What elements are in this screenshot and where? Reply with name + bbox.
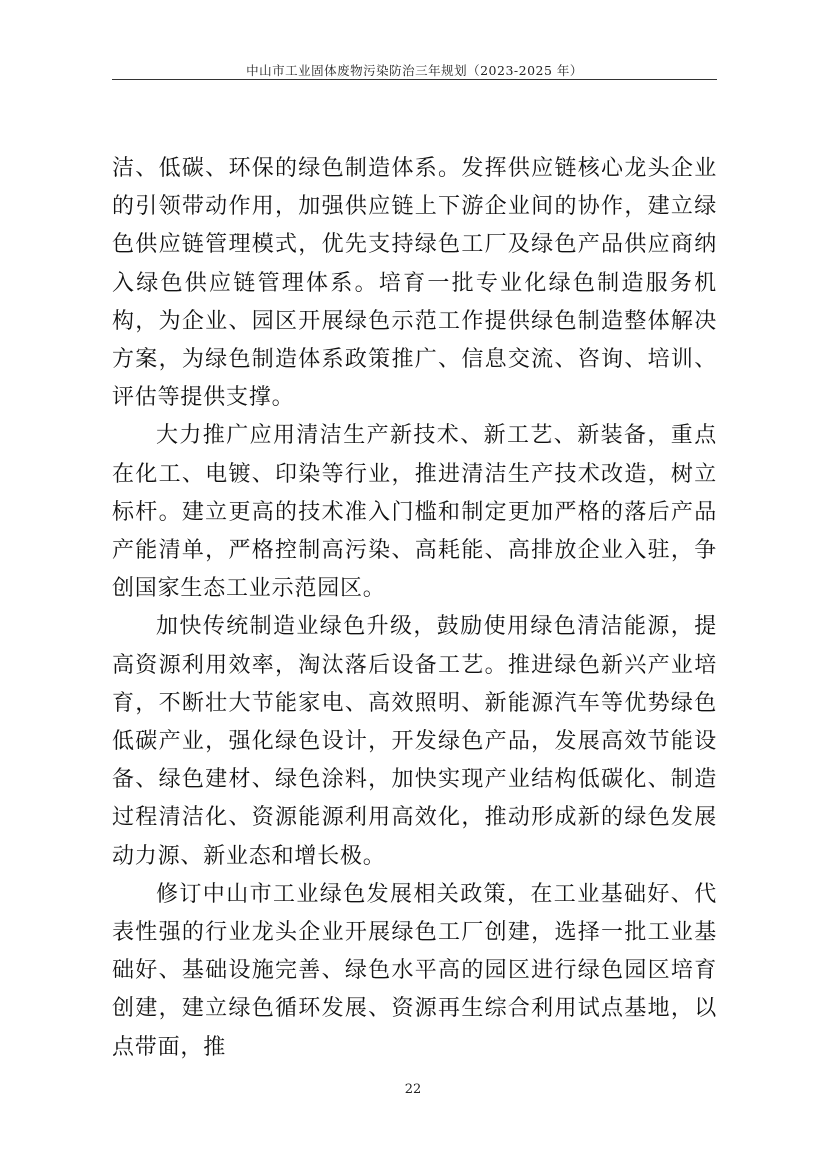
document-body [112,150,717,1067]
paragraph-green-upgrade: 加快传统制造业绿色升级，鼓励使用绿色清洁能源，提高资源利用效率，淘汰落后设备工艺。推进绿色新兴产业培育，不断壮大节能家电、高效照明、新能源汽车等优势绿色低碳产业，强化绿色设计，开发绿色产品，发展高效节能设备、绿色建材、绿色涂料，加快实现产业结构低碳化、制造过程清洁化、资源能源利用高效化，推动形成新的绿色发展动力源、新业态和增长极。 [112,614,717,869]
paragraph-policy-revision: 修订中山市工业绿色发展相关政策，在工业基础好、代表性强的行业龙头企业开展绿色工厂创建，选择一批工业基础好、基础设施完善、绿色水平高的园区进行绿色园区培育创建，建立绿色循环发展、资源再生综合利用试点基地，以点带面，推 [112,881,717,1060]
page-number: 22 [404,1082,422,1097]
paragraph-continued: 洁、低碳、环保的绿色制造体系。发挥供应链核心龙头企业的引领带动作用，加强供应链上下游企业间的协作，建立绿色供应链管理模式，优先支持绿色工厂及绿色产品供应商纳入绿色供应链管理体系。培育一批专业化绿色制造服务机构，为企业、园区开展绿色示范工作提供绿色制造整体解决方案，为绿色制造体系政策推广、信息交流、咨询、培训、评估等提供支撑。 [112,156,717,411]
running-header: 中山市工业固体废物污染防治三年规划（2023-2025 年） [246,63,583,78]
paragraph-clean-production: 大力推广应用清洁生产新技术、新工艺、新装备，重点在化工、电镀、印染等行业，推进清洁生产技术改造，树立标杆。建立更高的技术准入门槛和制定更加严格的落后产品产能清单，严格控制高污染、高耗能、高排放企业入驻，争创国家生态工业示范园区。 [112,423,717,602]
header-divider [112,79,717,80]
